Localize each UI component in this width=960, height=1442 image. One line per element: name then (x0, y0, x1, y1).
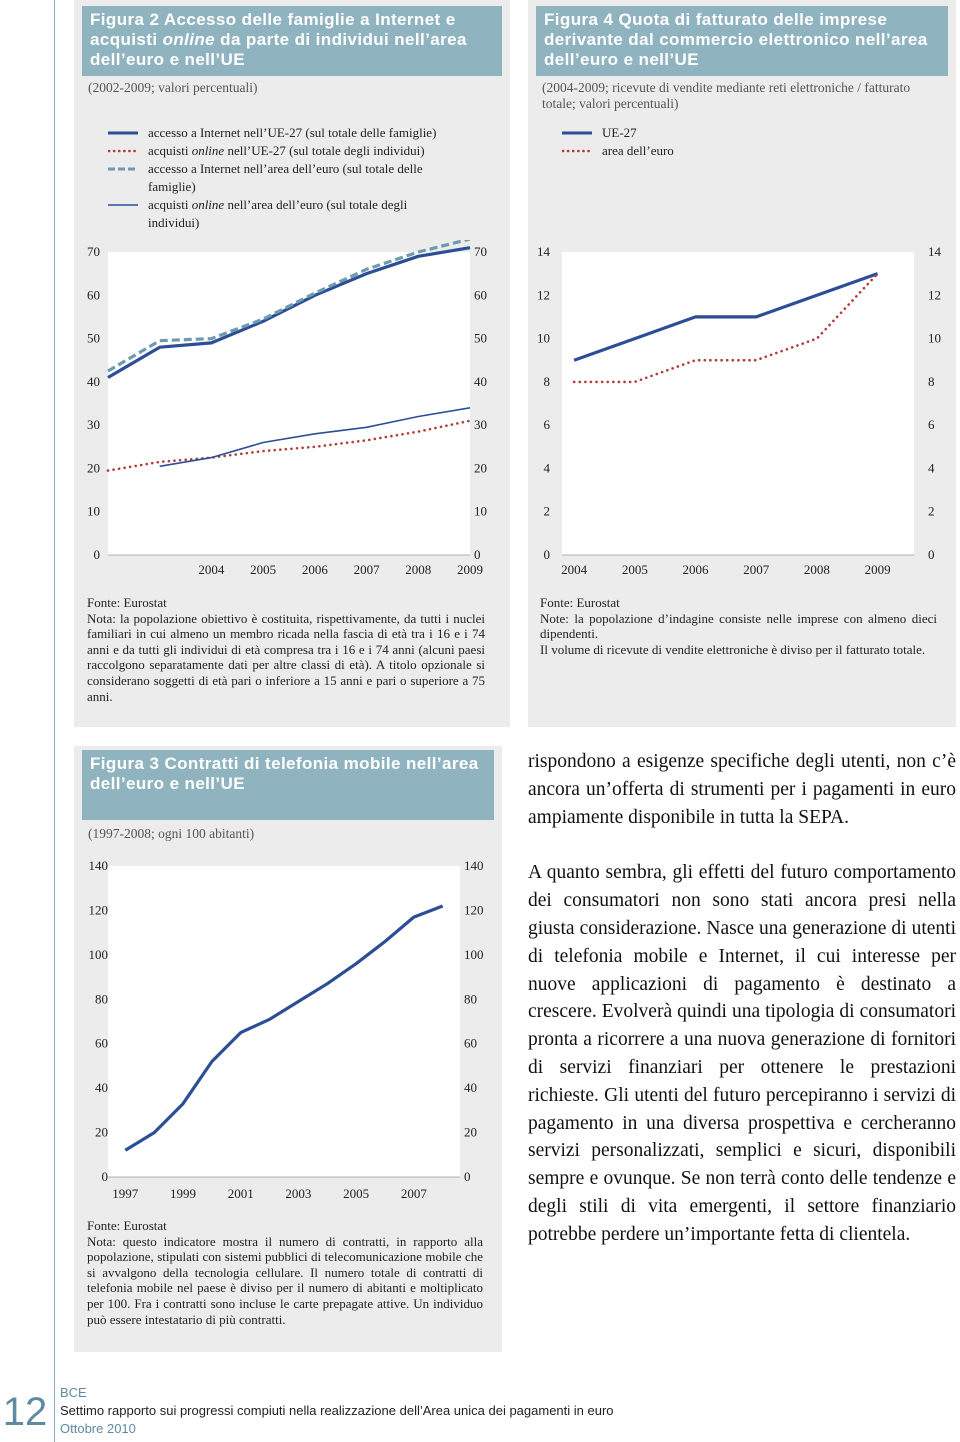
y-tick-label-right: 50 (474, 330, 487, 346)
y-tick-label-right: 10 (474, 503, 487, 519)
legend-item: UE-27 (602, 125, 637, 140)
x-tick-label: 2005 (250, 562, 277, 577)
legend-item: area dell’euro (602, 143, 674, 158)
y-tick-label-left: 80 (95, 991, 108, 1007)
legend-item: accesso a Internet nell’UE-27 (sul totale delle famiglie) (148, 125, 437, 140)
figure-2-subtitle: (2002-2009; valori percentuali) (88, 80, 258, 95)
legend-item: acquisti online nell’UE-27 (sul totale degli individui) (148, 143, 425, 158)
x-tick-label: 2006 (682, 562, 709, 577)
y-tick-label-right: 12 (928, 287, 941, 303)
x-tick-label: 2007 (743, 562, 770, 577)
y-tick-label-right: 70 (474, 244, 487, 259)
y-tick-label-right: 80 (464, 991, 477, 1007)
y-tick-label-left: 120 (88, 902, 108, 918)
figure-4-chart (528, 240, 956, 585)
y-tick-label-left: 12 (537, 287, 550, 303)
margin-rule (54, 0, 55, 1442)
y-tick-label-right: 6 (928, 417, 935, 433)
y-tick-label-right: 60 (464, 1035, 477, 1051)
y-tick-label-right: 120 (464, 902, 484, 918)
y-tick-label-left: 8 (543, 373, 550, 389)
y-tick-label-left: 50 (87, 330, 100, 346)
y-tick-label-right: 2 (928, 503, 935, 519)
body-text (528, 748, 956, 1249)
footer-date: Ottobre 2010 (60, 1421, 136, 1436)
footer-org: BCE (60, 1385, 87, 1400)
y-tick-label-left: 20 (95, 1124, 108, 1140)
x-tick-label: 2004 (561, 562, 588, 577)
note-source: Fonte: Eurostat (87, 595, 167, 610)
footer-report-title: Settimo rapporto sui progressi compiuti nella realizzazione dell’Area unica dei pagamenti in euro (60, 1403, 614, 1418)
y-tick-label-left: 40 (95, 1080, 108, 1096)
x-tick-label: 2006 (301, 562, 328, 577)
x-tick-label: 2007 (400, 1186, 427, 1201)
y-tick-label-left: 0 (101, 1169, 108, 1184)
page-number: 12 (2, 1390, 48, 1434)
figure-3-title: Figura 3 Contratti di telefonia mobile nell’area dell’euro e nell’UE (82, 750, 494, 820)
x-tick-label: 2008 (405, 562, 432, 577)
y-tick-label-left: 20 (87, 460, 100, 476)
x-tick-label: 1999 (170, 1186, 197, 1201)
y-tick-label-left: 4 (543, 460, 550, 476)
body-paragraph: rispondono a esigenze specifiche degli utenti, non c’è ancora un’offerta di strumenti per i pagamenti in euro ampiamente disponibile in tutta la SEPA. (528, 751, 956, 828)
y-tick-label-right: 20 (464, 1124, 477, 1140)
x-tick-label: 2003 (285, 1186, 312, 1201)
y-tick-label-left: 40 (87, 373, 100, 389)
y-tick-label-left: 60 (95, 1035, 108, 1051)
legend-item: acquisti online nell’area dell’euro (sul totale degli individui) (148, 197, 408, 230)
figure-3-subtitle: (1997-2008; ogni 100 abitanti) (88, 826, 255, 841)
x-tick-label: 2008 (803, 562, 830, 577)
y-tick-label-right: 10 (928, 330, 941, 346)
x-tick-label: 2007 (353, 562, 380, 577)
y-tick-label-left: 0 (543, 547, 550, 562)
figure-4-subtitle: (2004-2009; ricevute di vendite mediante reti elettroniche / fatturato totale; valori percentuali) (542, 80, 911, 111)
figure-4-legend (562, 124, 942, 160)
y-tick-label-right: 8 (928, 373, 935, 389)
y-tick-label-left: 0 (93, 547, 100, 562)
plot-area (562, 252, 914, 555)
y-tick-label-right: 4 (928, 460, 935, 476)
note-text: Nota: questo indicatore mostra il numero di contratti, in rapporto alla popolazione, stipulati con sistemi pubblici di telecomunicazione mobile che si avvalgono della tecnologia cellulare. Il numero totale di contratti di telefonia mobile nel paese è diviso per il numero di abitanti e moltiplicato per 100. Fra i contratti sono incluse le carte prepagate attive. Un individuo può essere intestatario di più contratti. (87, 1233, 483, 1327)
x-tick-label: 1997 (112, 1186, 139, 1201)
plot-area (108, 252, 470, 555)
y-tick-label-left: 30 (87, 417, 100, 433)
figure-4-title: Figura 4 Quota di fatturato delle imprese derivante dal commercio elettronico nell’area dell’euro e nell’UE (536, 6, 948, 76)
y-tick-label-left: 100 (88, 946, 108, 962)
figure-4-note (540, 595, 937, 657)
y-tick-label-right: 14 (928, 244, 941, 259)
y-tick-label-left: 2 (543, 503, 550, 519)
note-text: Il volume di ricevute di vendite elettroniche è diviso per il fatturato totale. (540, 641, 926, 657)
figure-2-chart (74, 240, 510, 585)
body-paragraph: A quanto sembra, gli effetti del futuro comportamento dei consumatori non sono stati ancora presi nella giusta considerazione. Nasce una generazione di utenti di telefonia mobile e Internet, il cui interesse per nuove applicazioni di pagamento è destinato a crescere. Evolverà quindi una tipologia di consumatori pronta a ricorrere a una nuova generazione di fornitori di servizi finanziari per ottenere le prestazioni richieste. Gli utenti del futuro percepiranno i servizi di pagamento in una diversa prospettiva e cercheranno servizi personalizzati, semplici e sicuri, disponibili sempre e ovunque. Se non terrà conto delle tendenze e degli stili di vita emergenti, il settore finanziario potrebbe perdere un’importante fetta di clientela. (528, 862, 956, 1245)
note-text: Nota: la popolazione obiettivo è costituita, rispettivamente, da tutti i nuclei familiari in cui almeno un membro ricada nella fascia di età tra i 16 e i 74 anni e da tutti gli individui di età compresa tra i 16 e i 74 anni (alcuni paesi raccolgono separatamente dati per altre classi di età). A titolo opzionale si considerano soggetti di età pari o inferiore a 15 anni e pari o superiore a 75 anni. (87, 610, 485, 704)
y-tick-label-right: 60 (474, 287, 487, 303)
note-text: Note: la popolazione d’indagine consiste nelle imprese con almeno dieci dipendenti. (540, 610, 937, 642)
figure-3-chart (74, 852, 502, 1207)
y-tick-label-left: 10 (87, 503, 100, 519)
y-tick-label-left: 140 (88, 858, 108, 873)
y-tick-label-right: 0 (474, 547, 481, 562)
x-tick-label: 2001 (227, 1186, 254, 1201)
note-source: Fonte: Eurostat (540, 595, 620, 610)
y-tick-label-right: 40 (474, 373, 487, 389)
y-tick-label-right: 0 (928, 547, 935, 562)
x-tick-label: 2005 (621, 562, 648, 577)
figure-2-legend (108, 124, 488, 232)
plot-area (108, 866, 460, 1177)
y-tick-label-right: 0 (464, 1169, 471, 1184)
y-tick-label-left: 14 (537, 244, 550, 259)
x-tick-label: 2004 (198, 562, 225, 577)
figure-2-title: Figura 2 Accesso delle famiglie a Internet e acquisti online da parte di individui nell’area dell’euro e nell’UE (82, 6, 502, 76)
figure-2-note (87, 595, 485, 704)
x-tick-label: 2009 (864, 562, 891, 577)
y-tick-label-right: 140 (464, 858, 484, 873)
y-tick-label-left: 70 (87, 244, 100, 259)
y-tick-label-left: 10 (537, 330, 550, 346)
y-tick-label-right: 40 (464, 1080, 477, 1096)
x-tick-label: 2005 (343, 1186, 370, 1201)
y-tick-label-left: 60 (87, 287, 100, 303)
legend-item: accesso a Internet nell’area dell’euro (sul totale delle famiglie) (148, 161, 423, 194)
figure-3-note (87, 1218, 483, 1327)
y-tick-label-right: 20 (474, 460, 487, 476)
y-tick-label-right: 100 (464, 946, 484, 962)
x-tick-label: 2009 (457, 562, 483, 577)
y-tick-label-left: 6 (543, 417, 550, 433)
y-tick-label-right: 30 (474, 417, 487, 433)
note-source: Fonte: Eurostat (87, 1218, 167, 1233)
footer (60, 1384, 614, 1438)
